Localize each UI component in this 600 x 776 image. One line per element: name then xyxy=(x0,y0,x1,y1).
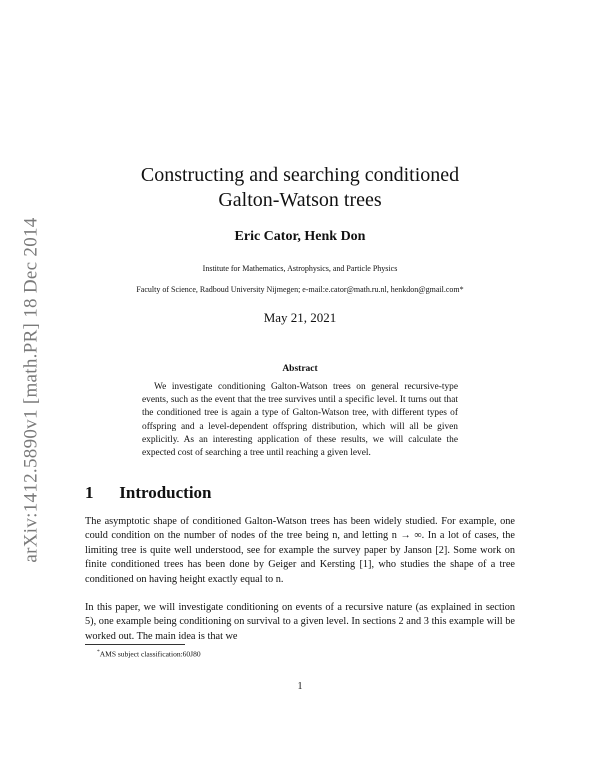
footnote-marker: * xyxy=(97,649,100,655)
affiliation-faculty: Faculty of Science, Radboud University Nijmegen; e-mail:e.cator@math.ru.nl, henkdon@gmail.com* xyxy=(136,285,464,294)
paper-authors: Eric Cator, Henk Don xyxy=(234,229,366,244)
footnote-divider xyxy=(85,644,185,645)
title-line-1: Constructing and searching conditioned xyxy=(140,164,460,186)
abstract-text: We investigate conditioning Galton-Watson trees on general recursive-type events, such as the event that the tree survives until a specific level. It turns out that the conditioned tree is again a type of Galton-Watson tree, with different types of offspring and a level-dependent offspring distribution, which will all be given explicitly. As an interesting application of these results, we will calculate the expected cost of searching a tree until reaching a given level. xyxy=(142,382,458,459)
page-number: 1 xyxy=(297,681,303,692)
intro-paragraph-2: In this paper, we will investigate conditioning on events of a recursive nature (as explained in section 5), one example being conditioning on survival to a given level. In sections 2 and 3 this example will be worked out. The main idea is that we xyxy=(85,602,515,642)
affiliation-institute: Institute for Mathematics, Astrophysics, and Particle Physics xyxy=(202,264,398,273)
title-line-2: Galton-Watson trees xyxy=(218,189,382,211)
abstract-heading: Abstract xyxy=(282,364,318,374)
footnote-text: AMS subject classification:60J80 xyxy=(99,649,201,659)
intro-paragraph-1: The asymptotic shape of conditioned Galton-Watson trees has been widely studied. For example, one could condition on the number of nodes of the tree being n, and letting n → ∞. In a lot of cases, the limiting tree is quite well understood, see for example the survey paper by Janson [2]. Some work on finite conditioned trees has been done by Geiger and Kersting [1], who studies the shape of a tree conditioned on having height exactly equal to n. xyxy=(85,516,515,585)
section-title: Introduction xyxy=(119,483,212,502)
section-number: 1 xyxy=(85,483,94,502)
arxiv-identifier: arXiv:1412.5890v1 [math.PR] 18 Dec 2014 xyxy=(21,217,42,563)
arxiv-identifier-stamp xyxy=(12,200,52,580)
section-heading xyxy=(85,483,212,503)
paper-date: May 21, 2021 xyxy=(263,310,337,325)
paper-title xyxy=(90,163,510,213)
footnote xyxy=(97,649,201,659)
